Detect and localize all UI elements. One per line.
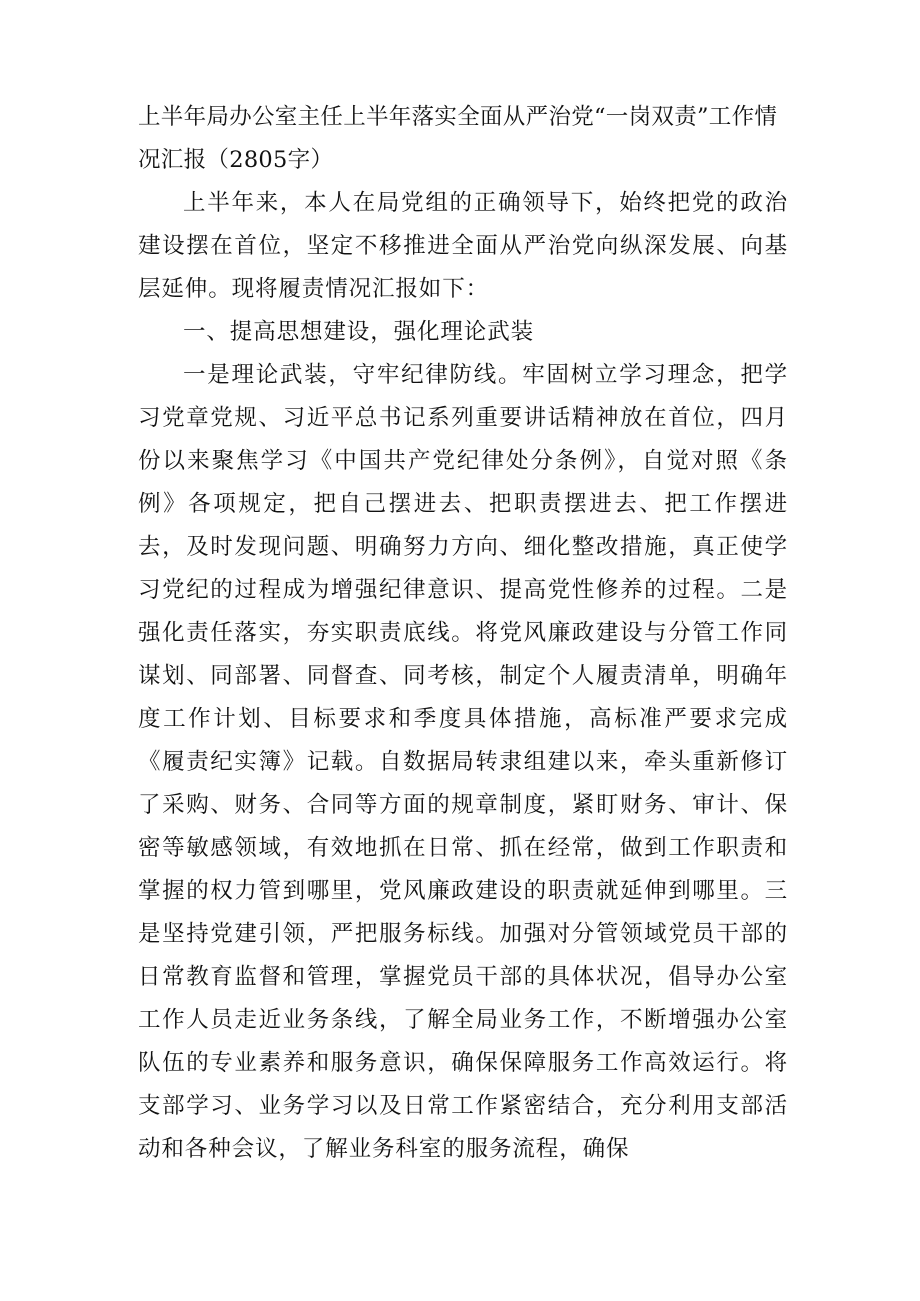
document-page — [138, 96, 788, 1171]
section-heading: 一、提高思想建设，强化理论武装 — [183, 319, 535, 345]
section-body-paragraph: 一是理论武装，守牢纪律防线。牢固树立学习理念，把学习党章党规、习近平总书记系列重要讲话精神放在首位，四月份以来聚焦学习《中国共产党纪律处分条例》，自觉对照《条例》各项规定，把自己摆进去、把职责摆进去、把工作摆进去，及时发现问题、明确努力方向、细化整改措施，真正使学习党纪的过程成为增强纪律意识、提高党性修养的过程。二是强化责任落实，夯实职责底线。将党风廉政建设与分管工作同谋划、同部署、同督查、同考核，制定个人履责清单，明确年度工作计划、目标要求和季度具体措施，高标准严要求完成《履责纪实簿》记载。自数据局转隶组建以来，牵头重新修订了采购、财务、合同等方面的规章制度，紧盯财务、审计、保密等敏感领域，有效地抓在日常、抓在经常，做到工作职责和掌握的权力管到哪里，党风廉政建设的职责就延伸到哪里。三是坚持党建引领，严把服务标线。加强对分管领域党员干部的日常教育监督和管理，掌握党员干部的具体状况，倡导办公室工作人员走近业务条线，了解全局业务工作，不断增强办公室队伍的专业素养和服务意识，确保保障服务工作高效运行。将支部学习、业务学习以及日常工作紧密结合，充分利用支部活动和各种会议，了解业务科室的服务流程，确保 — [138, 362, 788, 1162]
document-title: 上半年局办公室主任上半年落实全面从严治党“一岗双责”工作情况汇报（2805字） — [138, 104, 778, 173]
intro-paragraph: 上半年来，本人在局党组的正确领导下，始终把党的政治建设摆在首位，坚定不移推进全面从严治党向纵深发展、向基层延伸。现将履责情况汇报如下： — [138, 190, 788, 302]
